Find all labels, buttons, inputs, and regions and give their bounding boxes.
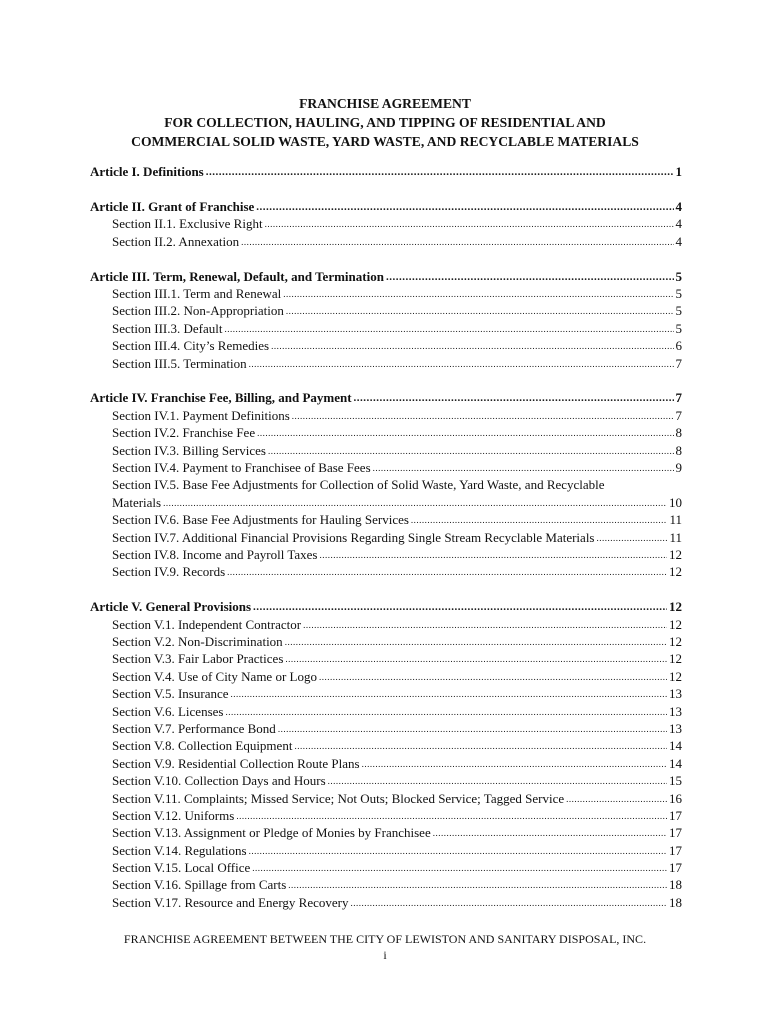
toc-entry-label: Section V.15. Local Office: [112, 860, 251, 876]
toc-entry-page: 14: [669, 755, 682, 771]
spacer: [90, 250, 682, 268]
toc-entry-label: Section III.3. Default: [112, 320, 223, 336]
footer-text: FRANCHISE AGREEMENT BETWEEN THE CITY OF LEWISTON AND SANITARY DISPOSAL, INC.: [123, 932, 647, 946]
toc-entry-label: Section IV.4. Payment to Franchisee of Base Fees: [112, 459, 371, 475]
toc-entry-page: 12: [669, 633, 682, 649]
toc-entry-label: Section V.10. Collection Days and Hours: [112, 773, 326, 789]
toc-entry-label: Section III.2. Non-Appropriation: [112, 303, 284, 319]
toc-entry-section-4-4[interactable]: [90, 459, 682, 476]
toc-entry-page: 12: [669, 651, 682, 667]
toc-entry-section-5-13[interactable]: [90, 824, 682, 841]
page-number: i: [383, 948, 387, 962]
toc-entry-section-4-8[interactable]: [90, 546, 682, 563]
toc-entry-page: 12: [669, 546, 682, 562]
toc-entry-section-3-4[interactable]: [90, 337, 682, 354]
toc-entry-section-4-2[interactable]: [90, 424, 682, 441]
dot-leader: [241, 232, 673, 251]
toc-entry-page: 17: [669, 825, 682, 841]
toc-entry-page: 18: [669, 877, 682, 893]
spacer: [90, 372, 682, 390]
toc-entry-section-4-9[interactable]: [90, 563, 682, 580]
toc-entry-page: 7: [675, 355, 682, 371]
dot-leader: [227, 562, 667, 581]
toc-entry-page: 17: [669, 807, 682, 823]
toc-entry-page: 1: [675, 164, 682, 179]
toc-entry-section-3-2[interactable]: [90, 302, 682, 319]
toc-entry-section-2-2[interactable]: [90, 233, 682, 250]
toc-entry-label: Materials: [112, 494, 162, 510]
toc-entry-section-5-4[interactable]: [90, 668, 682, 685]
toc-entry-section-3-3[interactable]: [90, 320, 682, 337]
toc-entry-page: 11: [669, 512, 682, 528]
toc-entry-page: 12: [669, 668, 682, 684]
toc-entry-label: Section V.6. Licenses: [112, 703, 224, 719]
toc-entry-page: 5: [675, 285, 682, 301]
toc-entry-label: Section V.1. Independent Contractor: [112, 616, 302, 632]
toc-entry-label: Section II.1. Exclusive Right: [112, 216, 263, 232]
toc-entry-section-5-16[interactable]: [90, 876, 682, 893]
toc-entry-label: Section V.12. Uniforms: [112, 807, 235, 823]
toc-entry-article-1[interactable]: [90, 163, 682, 180]
toc-entry-label: Article I. Definitions: [90, 164, 204, 179]
toc-entry-section-3-1[interactable]: [90, 285, 682, 302]
title-line-3: COMMERCIAL SOLID WASTE, YARD WASTE, AND RECYCLABLE MATERIALS: [131, 134, 639, 149]
toc-entry-page: 14: [669, 738, 682, 754]
toc-entry-page: 12: [669, 564, 682, 580]
toc-entry-label: Section III.5. Termination: [112, 355, 247, 371]
toc-entry-page: 7: [675, 390, 682, 406]
toc-entry-page: 12: [669, 616, 682, 632]
toc-entry-page: 18: [669, 894, 682, 910]
toc-entry-label: Section V.14. Regulations: [112, 842, 247, 858]
toc-entry-label: Section III.4. City’s Remedies: [112, 338, 270, 354]
toc-entry-label: Section IV.1. Payment Definitions: [112, 407, 290, 423]
dot-leader: [249, 354, 674, 373]
toc-entry-section-5-7[interactable]: [90, 720, 682, 737]
toc-entry-section-4-1[interactable]: [90, 407, 682, 424]
toc-entry-section-3-5[interactable]: [90, 355, 682, 372]
toc-entry-label: Section V.3. Fair Labor Practices: [112, 651, 284, 667]
toc-entry-page: 6: [675, 338, 682, 354]
toc-entry-label: Section V.5. Insurance: [112, 686, 229, 702]
document-title: [0, 94, 770, 151]
toc-entry-section-5-15[interactable]: [90, 859, 682, 876]
toc-entry-label: Section V.9. Residential Collection Route Plans: [112, 755, 360, 771]
toc-entry-page: 17: [669, 842, 682, 858]
toc-entry-page: 12: [669, 599, 682, 615]
toc-entry-page: 4: [675, 198, 682, 214]
toc-entry-label: Article II. Grant of Franchise: [90, 198, 255, 214]
toc-entry-page: 16: [669, 790, 682, 806]
toc-entry-label: Section V.11. Complaints; Missed Service; Not Outs; Blocked Service; Tagged Service: [112, 790, 565, 806]
toc-entry-label: Section IV.3. Billing Services: [112, 442, 266, 458]
title-line-1: FRANCHISE AGREEMENT: [299, 96, 471, 111]
toc-entry-section-5-2[interactable]: [90, 633, 682, 650]
toc-entry-section-5-1[interactable]: [90, 616, 682, 633]
toc-entry-section-5-12[interactable]: [90, 807, 682, 824]
toc-entry-label: Article IV. Franchise Fee, Billing, and Payment: [90, 390, 352, 406]
dot-leader: [373, 458, 674, 477]
toc-entry-label: Section IV.9. Records: [112, 564, 226, 580]
toc-entry-page: 8: [675, 442, 682, 458]
spacer: [90, 180, 682, 198]
toc-entry-section-5-14[interactable]: [90, 842, 682, 859]
toc-entry-page: 7: [675, 407, 682, 423]
toc-entry-page: 17: [669, 860, 682, 876]
toc-entry-label: Section V.2. Non-Discrimination: [112, 633, 283, 649]
toc-entry-section-4-3[interactable]: [90, 442, 682, 459]
toc-entry-label: Section V.16. Spillage from Carts: [112, 877, 287, 893]
toc-entry-page: 13: [669, 703, 682, 719]
toc-entry-label: Section IV.7. Additional Financial Provisions Regarding Single Stream Recyclable Materials: [112, 529, 595, 545]
toc-entry-page: 5: [675, 268, 682, 284]
toc-entry-label: Section IV.8. Income and Payroll Taxes: [112, 546, 318, 562]
toc-entry-label: Section II.2. Annexation: [112, 233, 240, 249]
toc-entry-page: 9: [675, 459, 682, 475]
toc-entry-page: 8: [675, 425, 682, 441]
toc-entry-section-4-5[interactable]: [90, 476, 682, 493]
toc-entry-label: Section IV.2. Franchise Fee: [112, 425, 256, 441]
toc-entry-article-4[interactable]: [90, 389, 682, 406]
toc-entry-section-5-6[interactable]: [90, 703, 682, 720]
toc-entry-section-4-7[interactable]: [90, 529, 682, 546]
title-line-2: FOR COLLECTION, HAULING, AND TIPPING OF RESIDENTIAL AND: [164, 115, 606, 130]
toc-entry-page: 4: [675, 233, 682, 249]
toc-entry-section-5-10[interactable]: [90, 772, 682, 789]
toc-entry-section-5-17[interactable]: [90, 894, 682, 911]
toc-entry-section-5-11[interactable]: [90, 790, 682, 807]
table-of-contents: [90, 163, 682, 911]
toc-entry-label: Article V. General Provisions: [90, 599, 252, 615]
toc-entry-article-2[interactable]: [90, 198, 682, 215]
toc-entry-section-5-9[interactable]: [90, 755, 682, 772]
toc-entry-article-5[interactable]: [90, 598, 682, 615]
toc-entry-page: 11: [669, 529, 682, 545]
toc-entry-page: 10: [669, 494, 682, 510]
toc-entry-label: Section V.17. Resource and Energy Recovery: [112, 894, 349, 910]
toc-entry-label: Article III. Term, Renewal, Default, and Termination: [90, 268, 384, 284]
toc-entry-section-4-6[interactable]: [90, 511, 682, 528]
toc-entry-label: Section IV.5. Base Fee Adjustments for Collection of Solid Waste, Yard Waste, and Recyclable: [112, 477, 605, 493]
toc-entry-page: 5: [675, 320, 682, 336]
toc-entry-label: Section IV.6. Base Fee Adjustments for Hauling Services: [112, 512, 409, 528]
toc-entry-page: 5: [675, 303, 682, 319]
toc-entry-label: Section V.4. Use of City Name or Logo: [112, 668, 317, 684]
toc-entry-section-5-8[interactable]: [90, 737, 682, 754]
toc-entry-section-4-5-cont[interactable]: [90, 494, 682, 511]
dot-leader: [350, 893, 667, 912]
toc-entry-label: Section III.1. Term and Renewal: [112, 285, 282, 301]
toc-entry-page: 13: [669, 686, 682, 702]
spacer: [90, 581, 682, 599]
dot-leader: [206, 162, 674, 181]
toc-entry-section-2-1[interactable]: [90, 215, 682, 232]
page-footer: [0, 931, 770, 963]
toc-entry-page: 13: [669, 720, 682, 736]
toc-entry-label: Section V.8. Collection Equipment: [112, 738, 293, 754]
toc-entry-section-5-5[interactable]: [90, 685, 682, 702]
toc-entry-page: 15: [669, 773, 682, 789]
toc-entry-label: Section V.7. Performance Bond: [112, 720, 276, 736]
toc-entry-page: 4: [675, 216, 682, 232]
toc-entry-article-3[interactable]: [90, 268, 682, 285]
toc-entry-label: Section V.13. Assignment or Pledge of Monies by Franchisee: [112, 825, 431, 841]
toc-entry-section-5-3[interactable]: [90, 650, 682, 667]
